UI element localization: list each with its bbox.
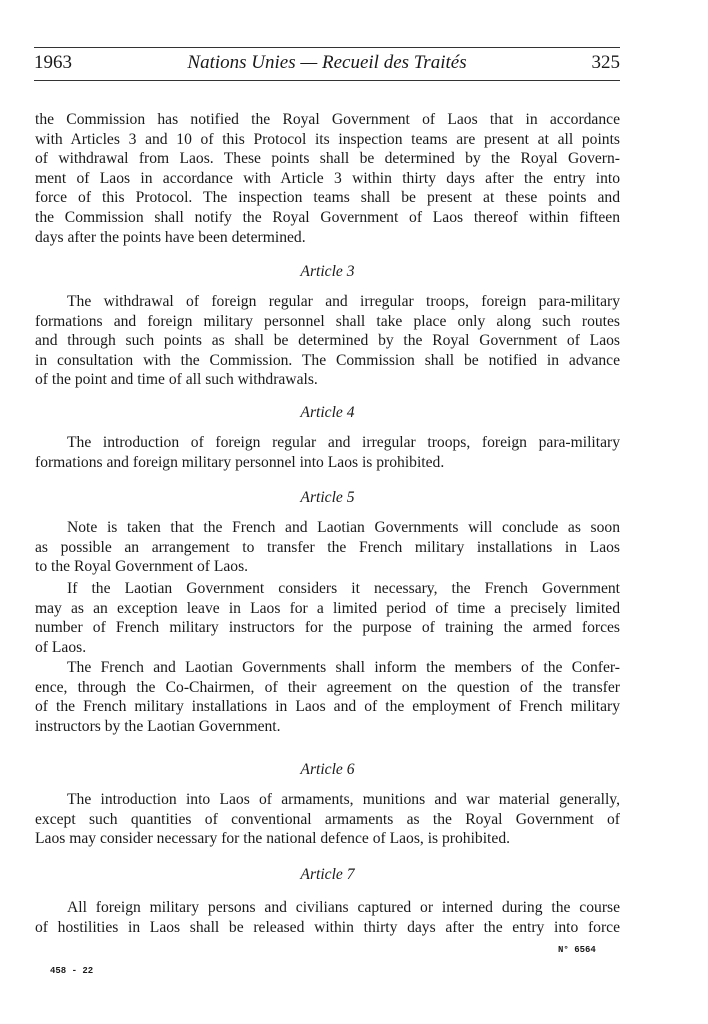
text-line: Laos may consider necessary for the national defence of Laos, is prohibited. xyxy=(35,830,511,848)
header-top-rule xyxy=(34,47,620,48)
text-line: The withdrawal of foreign regular and irregular troops, foreign para-military xyxy=(67,293,620,310)
text-line: to the Royal Government of Laos. xyxy=(35,558,249,576)
text-line: ence, through the Co-Chairmen, of their agreement on the question of the transfer xyxy=(35,678,620,696)
article-heading: Article 5 xyxy=(300,489,355,506)
header-bottom-rule xyxy=(34,80,620,81)
running-header xyxy=(34,50,620,78)
text-line: of the French military installations in Laos and of the employment of French military xyxy=(35,698,620,716)
print-mark: 458 - 22 xyxy=(50,966,94,976)
text-line: with Articles 3 and 10 of this Protocol its inspection teams are present at all points xyxy=(35,130,620,148)
text-line: number of French military instructors for the purpose of training the armed forces xyxy=(35,619,620,637)
article-heading: Article 7 xyxy=(300,866,355,883)
text-line: The introduction of foreign regular and irregular troops, foreign para-military xyxy=(67,434,620,451)
article-heading: Article 4 xyxy=(300,404,355,421)
text-line: instructors by the Laotian Government. xyxy=(35,717,281,735)
text-line: formations and foreign military personnel shall take place only along such routes xyxy=(35,312,620,330)
header-year: 1963 xyxy=(34,52,72,73)
text-line: Note is taken that the French and Laotian Governments will conclude as soon xyxy=(67,519,620,536)
text-line: formations and foreign military personnel into Laos is prohibited. xyxy=(35,453,445,471)
text-line: as possible an arrangement to transfer the French military installations in Laos xyxy=(35,538,620,556)
text-line: All foreign military persons and civilians captured or interned during the course xyxy=(67,899,620,916)
article-heading: Article 3 xyxy=(300,263,355,280)
text-line: and through such points as shall be determined by the Royal Government of Laos xyxy=(35,332,620,350)
article-heading: Article 6 xyxy=(300,761,355,778)
text-line: of Laos. xyxy=(35,638,87,656)
text-line: the Commission shall notify the Royal Government of Laos thereof within fifteen xyxy=(35,209,620,226)
text-line: The introduction into Laos of armaments, munitions and war material generally, xyxy=(67,791,620,808)
text-line: If the Laotian Government considers it necessary, the French Government xyxy=(67,580,620,597)
text-line: ment of Laos in accordance with Article 3 within thirty days after the entry into xyxy=(35,169,620,187)
text-line: days after the points have been determined. xyxy=(35,228,306,246)
text-line: of hostilities in Laos shall be released within thirty days after the entry into force xyxy=(35,918,620,936)
text-line: The French and Laotian Governments shall inform the members of the Confer- xyxy=(67,659,620,676)
text-line: of the point and time of all such withdrawals. xyxy=(35,371,318,389)
treaty-number: N° 6564 xyxy=(558,945,596,955)
text-line: force of this Protocol. The inspection teams shall be present at these points and xyxy=(35,189,620,207)
text-line: the Commission has notified the Royal Government of Laos that in accordance xyxy=(35,111,620,128)
page-number: 325 xyxy=(591,52,620,73)
text-line: in consultation with the Commission. The Commission shall be notified in advance xyxy=(35,351,620,369)
text-line: of withdrawal from Laos. These points shall be determined by the Royal Govern- xyxy=(35,150,620,168)
text-line: may as an exception leave in Laos for a limited period of time a precisely limited xyxy=(35,599,620,617)
header-title: Nations Unies — Recueil des Traités xyxy=(187,52,467,73)
text-line: except such quantities of conventional armaments as the Royal Government of xyxy=(35,810,620,828)
